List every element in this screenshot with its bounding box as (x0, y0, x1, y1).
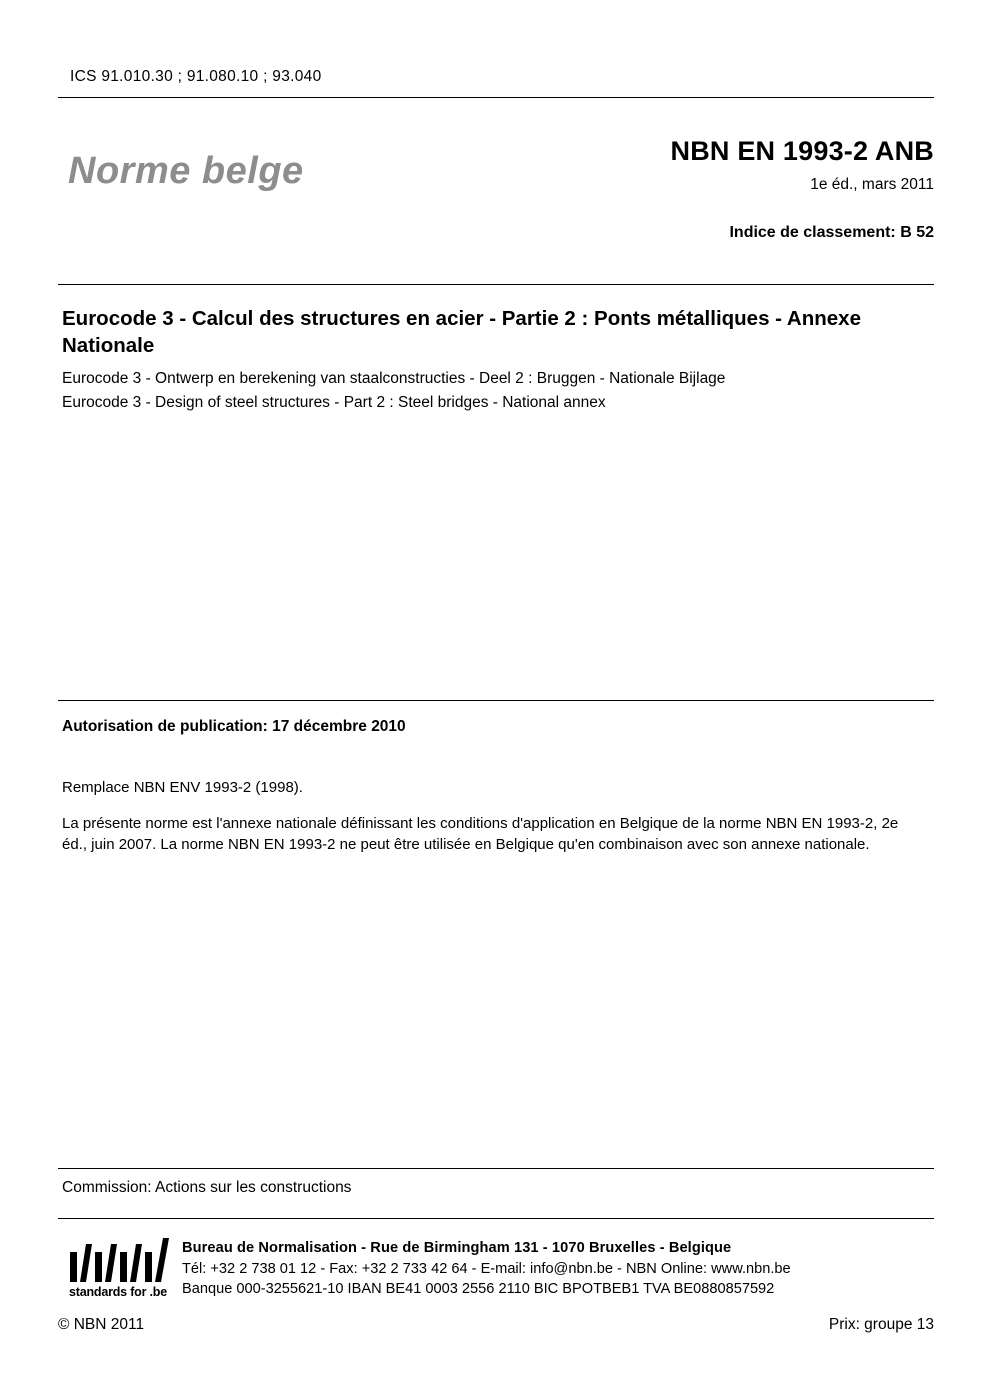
price-line: Prix: groupe 13 (828, 1316, 934, 1333)
footer-address-line1: Bureau de Normalisation - Rue de Birmingham 131 - 1070 Bruxelles - Belgique (182, 1240, 732, 1256)
norme-belge-wordmark: Norme belge (68, 150, 304, 192)
divider-under-ics (58, 97, 934, 98)
footer-address-line2: Tél: +32 2 738 01 12 - Fax: +32 2 733 42 64 - E-mail: info@nbn.be - NBN Online: www.nbn.be (182, 1260, 791, 1277)
publication-note: La présente norme est l'annexe nationale définissant les conditions d'application en Belgique de la norme NBN EN 1993-2, 2e éd., juin 2007. La norme NBN EN 1993-2 ne peut être utilisée en Belgique qu'en combinaison avec son annexe nationale. (62, 815, 899, 853)
title-dutch: Eurocode 3 - Ontwerp en berekening van staalconstructies - Deel 2 : Bruggen - Nationale Bijlage (62, 370, 726, 387)
divider-above-titles (58, 284, 934, 285)
footer-address-line3: Banque 000-3255621-10 IBAN BE41 0003 2556 2110 BIC BPOTBEB1 TVA BE0880857592 (182, 1281, 775, 1298)
classification-index: Indice de classement: B 52 (729, 224, 934, 241)
commission-line: Commission: Actions sur les constructions (62, 1179, 352, 1196)
edition-date: 1e éd., mars 2011 (810, 176, 934, 193)
ics-line: ICS 91.010.30 ; 91.080.10 ; 93.040 (70, 68, 322, 85)
title-french: Eurocode 3 - Calcul des structures en acier - Partie 2 : Ponts métalliques - Annexe Nationale (62, 307, 861, 358)
logo-tagline: standards for .be (68, 1285, 167, 1299)
divider-above-commission (58, 1168, 934, 1169)
nbn-logo (58, 1238, 178, 1299)
title-english: Eurocode 3 - Design of steel structures - Part 2 : Steel bridges - National annex (62, 394, 606, 411)
authorization-line: Autorisation de publication: 17 décembre 2010 (62, 718, 406, 735)
divider-above-footer (58, 1218, 934, 1219)
footer-address (182, 1238, 934, 1300)
copyright-line: © NBN 2011 (58, 1316, 145, 1333)
standard-number: NBN EN 1993-2 ANB (670, 136, 934, 166)
nbn-logo-icon (64, 1238, 172, 1284)
replaces-line: Remplace NBN ENV 1993-2 (1998). (62, 779, 303, 796)
page-content (58, 0, 934, 1393)
divider-above-publication (58, 700, 934, 701)
